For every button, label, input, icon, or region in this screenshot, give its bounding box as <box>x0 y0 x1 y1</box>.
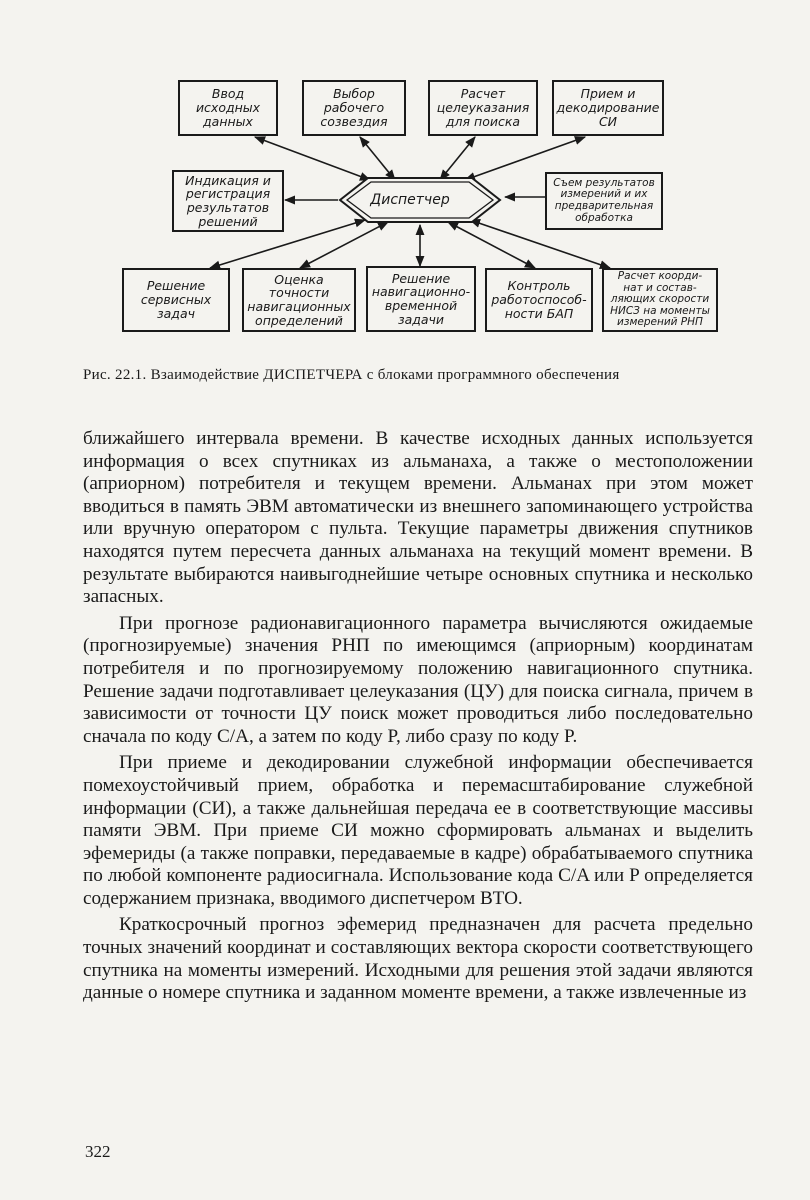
paragraph: Краткосрочный прогноз эфемерид предназначен для расчета предельно точных значений координат и составляющих вектора скорости соответствующего спутника на моменты измерений. Исходными для решения этой задачи являются данные о номере спутника и заданном моменте времени, а также извлеченные из <box>83 914 753 1004</box>
block-display-register: Индикация и регистрация результатов решений <box>172 170 284 232</box>
block-target-designation: Расчет целеуказания для поиска <box>428 80 538 136</box>
block-nav-time-task: Решение навигационно- временной задачи <box>366 266 476 332</box>
body-text <box>83 428 753 1005</box>
paragraph: ближайшего интервала времени. В качестве исходных данных используется информация о всех спутниках из альманаха, а также о местоположении (априорном) потребителя и текущем времени. Альманах при этом может вводиться в память ЭВМ автоматически из внешнего запоминающего устройства или вручную оператором с пульта. Текущие параметры движения спутников находятся путем пересчета данных альманаха на текущий момент времени. В результате выбираются наивыгоднейшие четыре основных спутника и несколько запасных. <box>83 428 753 608</box>
arrow-performance-check <box>448 222 535 268</box>
interaction-diagram <box>0 0 810 345</box>
block-constellation-select: Выбор рабочего созвездия <box>302 80 406 136</box>
arrow-target-designation <box>440 137 475 180</box>
figure-caption: Рис. 22.1. Взаимодействие ДИСПЕТЧЕРА с блоками программного обеспечения <box>83 367 620 383</box>
block-input-data: Ввод исходных данных <box>178 80 278 136</box>
paragraph: При приеме и декодировании служебной информации обеспечивается помехоустойчивый прием, обработка и перемасштабирование служебной информации (СИ), а также дальнейшая передача ее в соответствующие массивы памяти ЭВМ. При приеме СИ можно сформировать альманах и выделить эфемериды (а также поправки, передаваемые в кадре) обрабатываемого спутника по любой компоненте радиосигнала. Использование кода C/A или P определяется содержанием признака, вводимого диспетчером ВТО. <box>83 752 753 909</box>
arrow-accuracy-estimate <box>300 222 388 268</box>
block-coord-velocity: Расчет коорди- нат и состав- ляющих скорости НИСЗ на моменты измерений РНП <box>602 268 718 332</box>
block-measurements: Съем результатов измерений и их предварительная обработка <box>545 172 663 230</box>
block-performance-check: Контроль работоспособ- ности БАП <box>485 268 593 332</box>
block-accuracy-estimate: Оценка точности навигационных определений <box>242 268 356 332</box>
page-number: 322 <box>85 1142 111 1161</box>
block-service-tasks: Решение сервисных задач <box>122 268 230 332</box>
dispatcher-label: Диспетчер <box>370 192 450 208</box>
paragraph: При прогнозе радионавигационного параметра вычисляются ожидаемые (прогнозируемые) значения РНП по имеющимся (априорным) координатам потребителя и по прогнозируемому положению навигационного спутника. Решение задачи подготавливает целеуказания (ЦУ) для поиска сигнала, причем в зависимости от точности ЦУ поиск может проводиться либо последовательно сначала по коду C/A, а затем по коду P, либо сразу по коду P. <box>83 612 753 747</box>
arrow-constellation-select <box>360 137 395 180</box>
block-receive-decode: Прием и декодирование СИ <box>552 80 664 136</box>
